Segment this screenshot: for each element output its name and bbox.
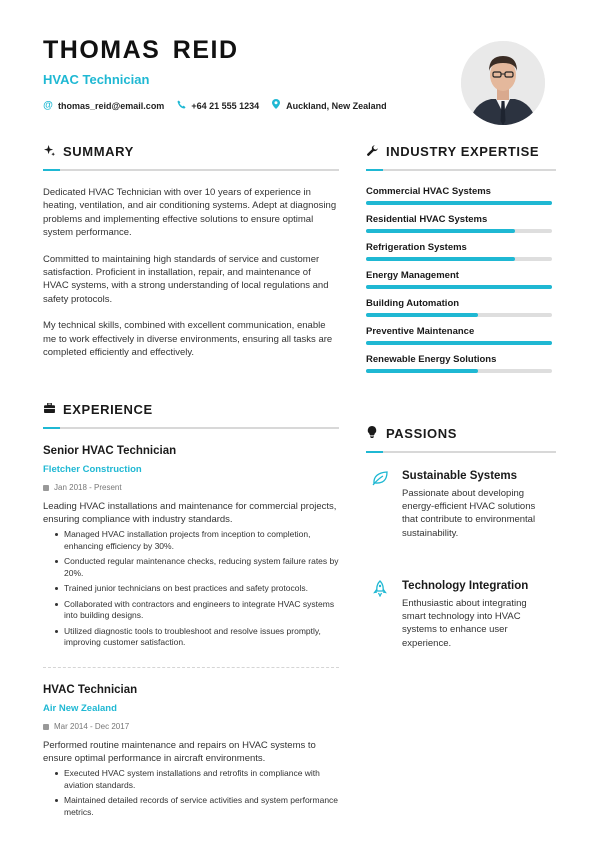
passion-description: Passionate about developing energy-efficient HVAC solutions that contribute to environmental sustainability. — [402, 488, 536, 539]
job-title: Senior HVAC Technician — [43, 445, 177, 457]
job-divider — [43, 667, 339, 668]
passions-rule — [366, 451, 556, 453]
passion-item — [366, 470, 552, 540]
skill-item — [366, 214, 552, 242]
skill-item — [366, 354, 552, 382]
experience-heading — [43, 402, 153, 417]
location-pin-icon — [271, 99, 281, 112]
job-company: Air New Zealand — [43, 703, 117, 714]
resume-header — [43, 36, 463, 112]
bullet-dot — [55, 560, 58, 563]
job-bullet-text: Trained junior technicians on best practices and safety protocols. — [64, 583, 308, 593]
expertise-rule — [366, 169, 556, 171]
skill-label: Commercial HVAC Systems — [366, 186, 491, 197]
location-text: Auckland, New Zealand — [286, 100, 387, 111]
phone-icon — [176, 100, 186, 112]
phone-text: +64 21 555 1234 — [191, 100, 260, 111]
skill-label: Renewable Energy Solutions — [366, 354, 497, 365]
skill-item — [366, 270, 552, 298]
wrench-icon — [366, 145, 378, 159]
job-bullet-text: Executed HVAC system installations and retrofits in compliance with aviation standards. — [64, 768, 320, 790]
job-bullets — [43, 768, 339, 818]
skill-bar-track — [366, 369, 552, 373]
job-dates-text: Mar 2014 - Dec 2017 — [54, 722, 130, 731]
job-entry — [43, 684, 339, 822]
leaf-icon — [372, 470, 388, 486]
bullet-dot — [55, 630, 58, 633]
job-company: Fletcher Construction — [43, 464, 142, 475]
passion-item — [366, 580, 552, 650]
rocket-icon — [372, 580, 388, 596]
skill-item — [366, 298, 552, 326]
summary-paragraph: My technical skills, combined with excellent communication, enable me to work effectively in diverse environments, ensuring all tasks are completed efficiently and effectively. — [43, 320, 333, 359]
skill-bar-fill — [366, 313, 478, 317]
skill-label: Residential HVAC Systems — [366, 214, 488, 225]
job-bullet — [55, 795, 339, 818]
candidate-name: THOMAS REID — [43, 36, 239, 64]
passions-title: PASSIONS — [386, 426, 458, 441]
skill-bar-fill — [366, 229, 515, 233]
passion-title: Sustainable Systems — [402, 470, 518, 482]
expertise-list — [366, 186, 552, 382]
skill-bar-track — [366, 313, 552, 317]
contact-email[interactable] — [43, 99, 164, 112]
job-bullet-text: Utilized diagnostic tools to troubleshoot and resolve issues promptly, improving customer satisfaction. — [64, 625, 321, 647]
lightbulb-icon — [366, 426, 378, 441]
job-bullet — [55, 599, 339, 622]
contact-row — [43, 99, 463, 112]
skill-item — [366, 242, 552, 270]
skill-bar-track — [366, 285, 552, 289]
passion-title: Technology Integration — [402, 580, 529, 592]
skill-label: Preventive Maintenance — [366, 326, 475, 337]
skill-bar-fill — [366, 201, 552, 205]
summary-heading — [43, 144, 134, 159]
at-icon: @ — [43, 100, 53, 111]
skill-bar-track — [366, 229, 552, 233]
job-bullet-text: Conducted regular maintenance checks, reducing system failure rates by 20%. — [64, 556, 339, 578]
experience-rule — [43, 427, 339, 429]
sparkle-icon — [43, 145, 55, 159]
job-bullet — [55, 529, 339, 552]
contact-location — [271, 99, 387, 112]
calendar-icon — [43, 485, 49, 491]
job-bullet — [55, 768, 339, 791]
expertise-title: INDUSTRY EXPERTISE — [386, 144, 540, 159]
job-entry — [43, 445, 339, 653]
bullet-dot — [55, 772, 58, 775]
summary-title: SUMMARY — [63, 144, 134, 159]
expertise-heading — [366, 144, 539, 159]
job-bullet-text: Collaborated with contractors and engineers to integrate HVAC systems into building designs. — [64, 598, 335, 620]
skill-item — [366, 326, 552, 354]
job-description: Leading HVAC installations and maintenance for commercial projects, ensuring compliance with industry standards. — [43, 501, 337, 525]
skill-bar-track — [366, 257, 552, 261]
profile-photo — [461, 41, 545, 125]
skill-bar-fill — [366, 341, 552, 345]
summary-body — [43, 186, 339, 372]
bullet-dot — [55, 799, 58, 802]
passions-heading — [366, 426, 457, 441]
skill-label: Energy Management — [366, 270, 459, 281]
candidate-role: HVAC Technician — [43, 72, 150, 87]
bullet-dot — [55, 533, 58, 536]
skill-bar-fill — [366, 257, 515, 261]
job-bullets — [43, 529, 339, 649]
job-bullet — [55, 626, 339, 649]
bullet-dot — [55, 587, 58, 590]
skill-bar-track — [366, 341, 552, 345]
job-dates — [43, 483, 339, 492]
skill-label: Building Automation — [366, 298, 460, 309]
job-bullet — [55, 556, 339, 579]
job-description: Performed routine maintenance and repairs on HVAC systems to ensure optimal performance in aircraft environments. — [43, 740, 316, 764]
summary-paragraph: Committed to maintaining high standards of service and customer satisfaction. Proficient in installation, repair, and maintenance of HVAC systems, with a strong understanding of local regulations and safety protocols. — [43, 253, 329, 305]
skill-item — [366, 186, 552, 214]
summary-rule — [43, 169, 339, 171]
bullet-dot — [55, 603, 58, 606]
job-bullet — [55, 583, 339, 595]
calendar-icon — [43, 724, 49, 730]
contact-phone[interactable] — [176, 99, 259, 112]
job-dates-text: Jan 2018 - Present — [54, 483, 122, 492]
job-dates — [43, 722, 339, 731]
briefcase-icon — [43, 403, 55, 416]
experience-title: EXPERIENCE — [63, 402, 153, 417]
skill-bar-track — [366, 201, 552, 205]
skill-bar-fill — [366, 369, 478, 373]
summary-paragraph: Dedicated HVAC Technician with over 10 years of experience in heating, ventilation, and air conditioning systems. Adept at diagnosing problems and implementing effective solutions to ensure optimal system performance. — [43, 187, 337, 239]
skill-label: Refrigeration Systems — [366, 242, 467, 253]
job-bullet-text: Maintained detailed records of service activities and system performance metrics. — [64, 795, 339, 817]
skill-bar-fill — [366, 285, 552, 289]
passion-description: Enthusiastic about integrating smart technology into HVAC systems to enhance user experience. — [402, 598, 527, 649]
job-title: HVAC Technician — [43, 684, 138, 696]
job-bullet-text: Managed HVAC installation projects from inception to completion, enhancing efficiency by 30%. — [64, 529, 311, 551]
email-text: thomas_reid@email.com — [58, 100, 165, 111]
